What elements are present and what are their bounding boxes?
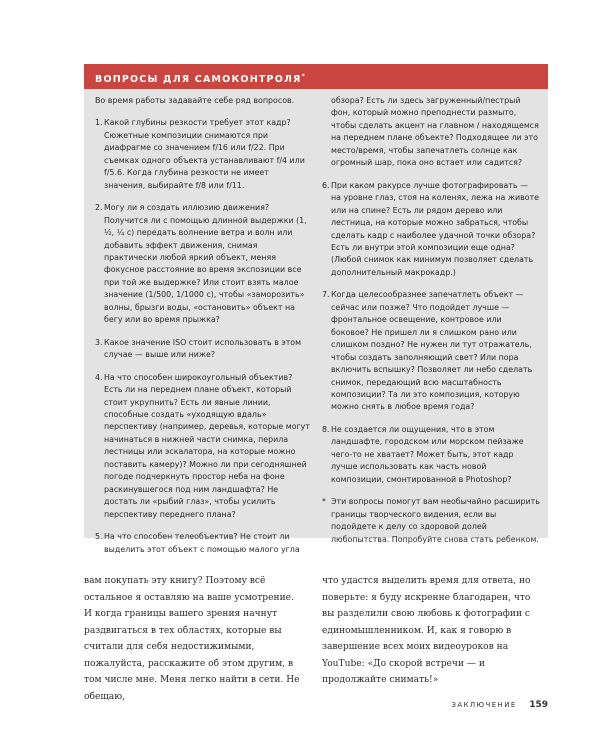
question-item bbox=[322, 180, 540, 280]
question-text: Могу ли я создать иллюзию движения? Получится ли с помощью длинной выдержки (1, ½, ¼ с) передать волнение ветра и волн или добавить эффект движения, снимая практически любой яркий объект, меняя фокусное расстояние во время экспозиции все при той же выдержке? Или стоит взять малое значение (1/500, 1/1000 с), чтобы «заморозить» волны, брызги воды, «остановить» объект на бегу или во время прыжка? bbox=[104, 203, 307, 325]
page-footer bbox=[451, 700, 548, 710]
question-number: 6. bbox=[322, 180, 330, 190]
question-item bbox=[95, 202, 310, 327]
question-item bbox=[322, 289, 540, 414]
footnote-text: Эти вопросы помогут вам необычайно расширить границы творческого видения, если вы подойдете к делу со здоровой долей любопытства. Попробуйте снова стать ребенком. bbox=[331, 497, 540, 544]
body-text-left: вам покупать эту книгу? Поэтому всё остальное я оставляю на ваше усмотрение. И когда границы вашего зрения начнут раздвигаться в тех областях, которые вы считали для себя недостижимыми, пожалуйста, расскажите об этом другим, в том числе мне. Меня легко найти в сети. Не обещаю, bbox=[84, 576, 300, 702]
self-check-sidebar bbox=[84, 64, 548, 554]
question-number: 8. bbox=[322, 424, 330, 434]
question-item bbox=[95, 337, 310, 362]
title-footnote-mark: * bbox=[301, 73, 305, 80]
question-list-left bbox=[95, 117, 310, 556]
question-text: Не создается ли ощущения, что в этом ландшафте, городском или морском пейзаже чего-то не хватает? Может быть, этот кадр лучше использовать как часть новой композиции, смонтированной в Photoshop? bbox=[331, 424, 524, 484]
question-item bbox=[95, 117, 310, 192]
running-footer-section: ЗАКЛЮЧЕНИЕ bbox=[451, 701, 517, 709]
question-list-right bbox=[322, 180, 540, 486]
question-number: 5. bbox=[95, 532, 103, 542]
sidebar-title: ВОПРОСЫ ДЛЯ САМОКОНТРОЛЯ bbox=[95, 74, 302, 86]
sidebar-title-bar bbox=[84, 64, 548, 89]
question-text: На что способен широкоугольный объектив? Есть ли на переднем плане объект, который стоит укрупнить? Есть ли явные линии, способные создать «уходящую вдаль» перспективу (например, деревья, которые могут начинаться в нижней части снимка, перила лестницы или эскалатора, на которые можно поставить камеру)? Можно ли при сегодняшней погоде подчеркнуть простор неба на фоне раскинувшегося под ним ландшафта? Не достать ли «рыбий глаз», чтобы усилить перспективу переднего плана? bbox=[104, 372, 310, 519]
page-number: 159 bbox=[529, 700, 548, 710]
question-item bbox=[95, 372, 310, 521]
sidebar-intro: Во время работы задавайте себе ряд вопросов. bbox=[95, 96, 295, 105]
question-number: 2. bbox=[95, 203, 103, 213]
sidebar-column-right bbox=[322, 95, 540, 546]
body-text-right: что удастся выделить время для ответа, но поверьте: я буду искренне благодарен, что вы разделили свою любовь к фотографии с единомышленником. И, как я говорю в завершение всех моих видеоуроков на YouTube: «До скорой встречи — и продолжайте снимать!» bbox=[322, 576, 531, 685]
question-number: 3. bbox=[95, 337, 103, 347]
question-item bbox=[95, 531, 310, 556]
question-item bbox=[322, 424, 540, 486]
sidebar-footnote bbox=[322, 496, 540, 546]
sidebar-column-left bbox=[95, 95, 310, 566]
question-text: Какой глубины резкости требует этот кадр? Сюжетные композиции снимаются при диафрагме со значением f/16 или f/22. При съемках одного объекта устанавливают f/4 или f/5.6. Когда глубина резкости не имеет значения, выбирайте f/8 или f/11. bbox=[104, 118, 305, 190]
question-text: На что способен телеобъектив? Не стоит ли выделить этот объект с помощью малого угла bbox=[104, 532, 300, 554]
question-text: При каком ракурсе лучше фотографировать — на уровне глаз, стоя на коленях, лежа на животе или на спине? Есть ли рядом дерево или лестница, на которые можно забраться, чтобы сделать кадр с наиболее удачной точки обзора? Есть ли внутри этой композиции еще одна? (Любой снимок как минимум позволяет сделать дополнительный макрокадр.) bbox=[331, 180, 540, 277]
footnote-mark: * bbox=[322, 497, 326, 507]
question-text: Какое значение ISO стоит использовать в этом случае — выше или ниже? bbox=[104, 337, 302, 360]
question-number: 1. bbox=[95, 118, 103, 128]
question-continuation: обзора? Есть ли здесь загруженный/пестрый фон, который можно преподнести размыто, чтобы сделать акцент на главном / находящемся на переднем плане объекте? Подходящее ли это место/время, чтобы запечатлеть солнце как огромный шар, пока оно встает или садится? bbox=[331, 96, 539, 168]
question-number: 7. bbox=[322, 290, 330, 300]
question-number: 4. bbox=[95, 372, 103, 382]
question-text: Когда целесообразнее запечатлеть объект — сейчас или позже? Что подойдет лучше — фронтальное освещение, контровое или боковое? Не пришел ли я слишком рано или слишком поздно? Не нужен ли тут отражатель, чтобы создать заполняющий свет? Или пора включить вспышку? Позволяет ли небо сделать снимок, передающий всю масштабность композиции? Та ли это композиция, которую можно снять в любое время года? bbox=[331, 290, 533, 412]
